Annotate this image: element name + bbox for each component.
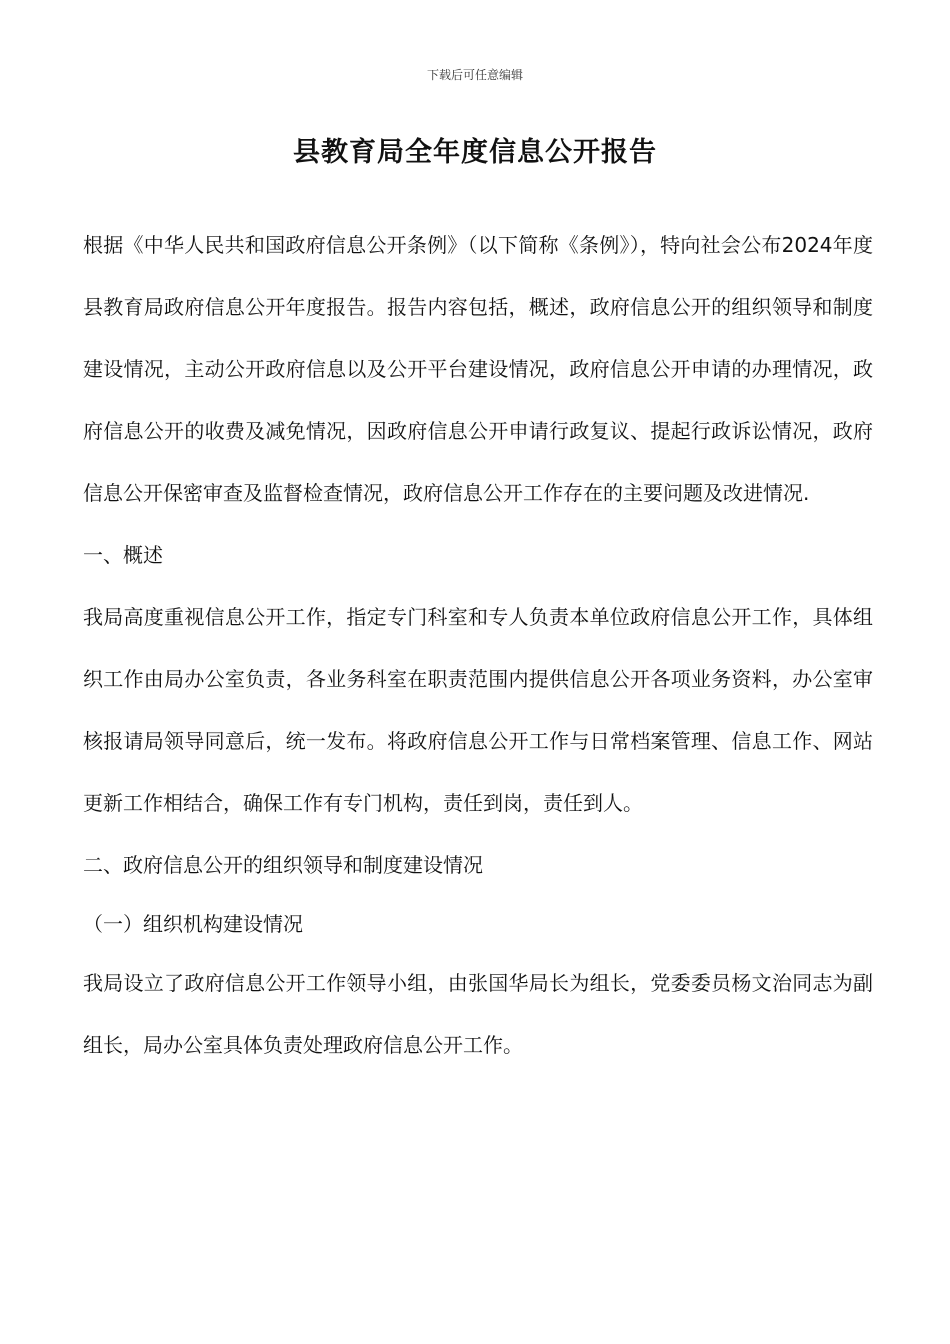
section-2-sub-1-paragraph: 我局设立了政府信息公开工作领导小组，由张国华局长为组长，党委委员杨文治同志为副组长，局办公室具体负责处理政府信息公开工作。 [83, 971, 873, 1057]
intro-paragraph: 根据《中华人民共和国政府信息公开条例》（以下简称《条例》），特向社会公布2024年度县教育局政府信息公开年度报告。报告内容包括，概述，政府信息公开的组织领导和制度建设情况，主动公开政府信息以及公开平台建设情况，政府信息公开申请的办理情况，政府信息公开的收费及减免情况，因政府信息公开申请行政复议、提起行政诉讼情况，政府信息公开保密审查及监督检查情况，政府信息公开工作存在的主要问题及改进情况. [83, 233, 873, 505]
header-note: 下载后可任意编辑 [426, 68, 523, 82]
document-title: 县教育局全年度信息公开报告 [293, 137, 657, 168]
section-1-heading: 一、概述 [83, 543, 163, 567]
section-2-heading: 二、政府信息公开的组织领导和制度建设情况 [83, 853, 483, 877]
section-1-paragraph: 我局高度重视信息公开工作，指定专门科室和专人负责本单位政府信息公开工作，具体组织工作由局办公室负责，各业务科室在职责范围内提供信息公开各项业务资料，办公室审核报请局领导同意后，统一发布。将政府信息公开工作与日常档案管理、信息工作、网站更新工作相结合，确保工作有专门机构，责任到岗，责任到人。 [83, 605, 873, 815]
section-2-subheading-1: （一）组织机构建设情况 [83, 912, 303, 936]
document-body [83, 214, 873, 1076]
